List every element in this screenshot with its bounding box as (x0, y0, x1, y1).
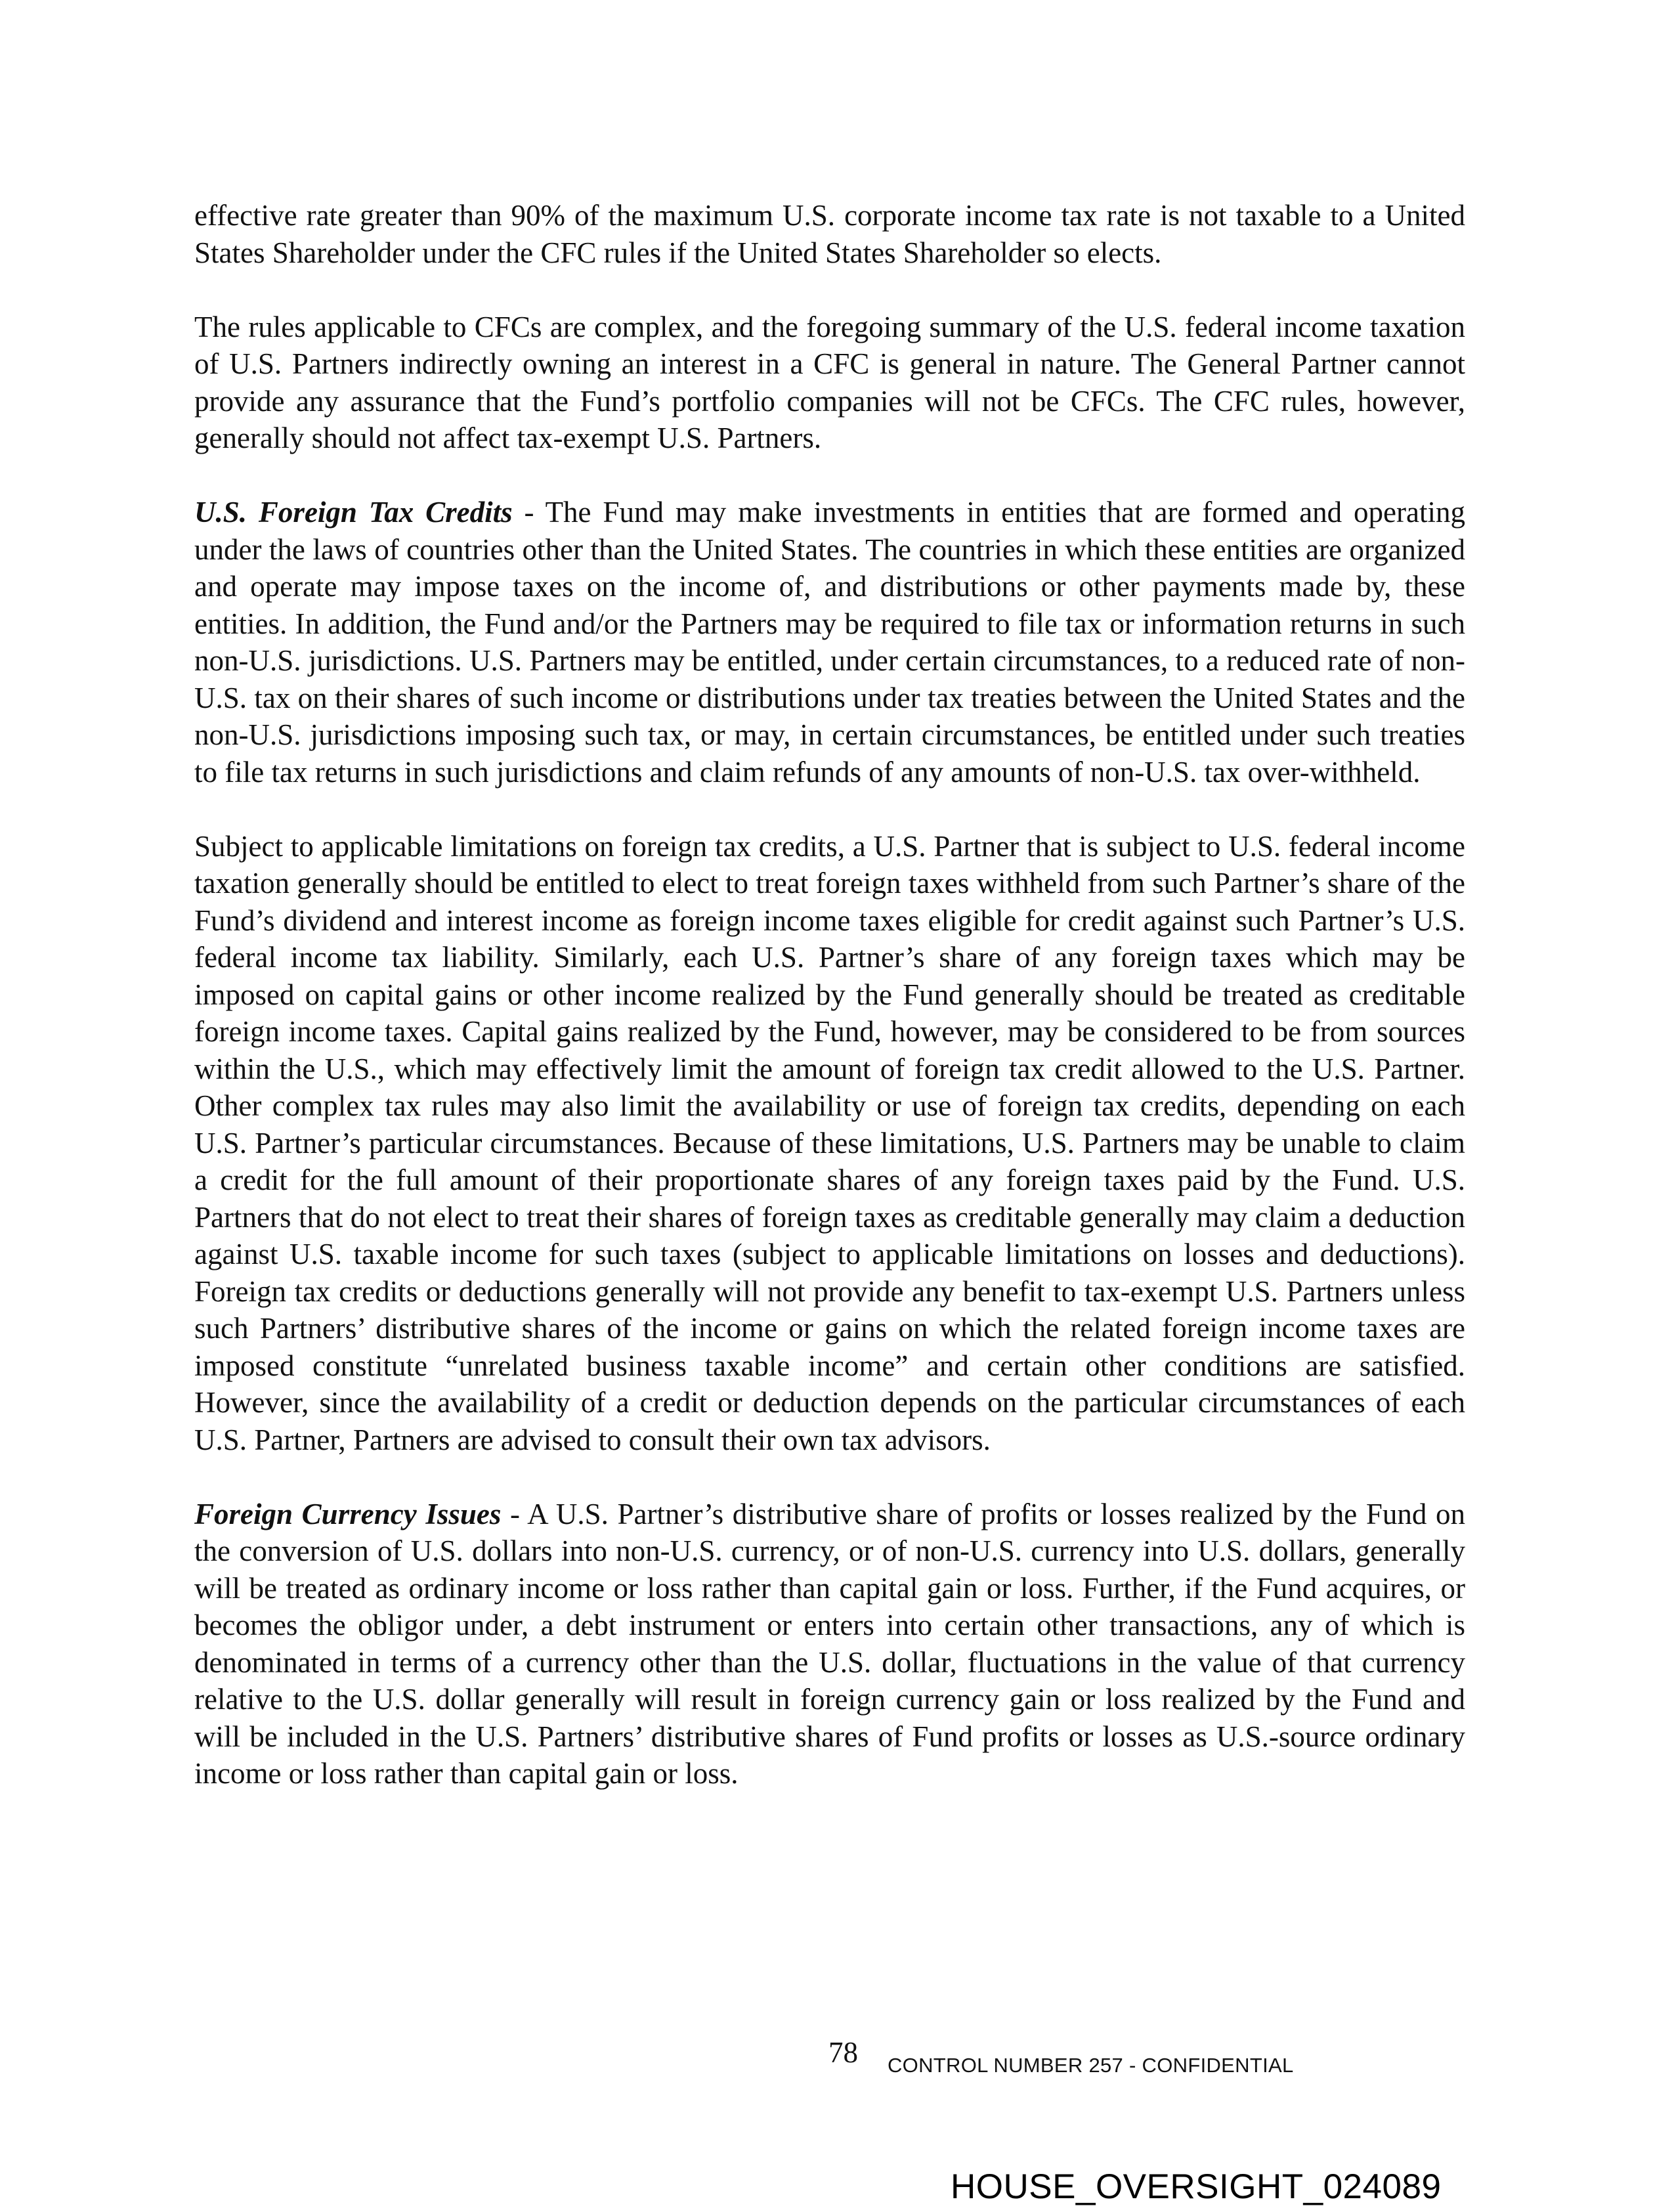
paragraph-text: The rules applicable to CFCs are complex, and the foregoing summary of the U.S. federal income taxation of U.S. Partners indirectly owning an interest in a CFC is general in nature. The General Partner cannot provide any assurance that the Fund’s portfolio companies will not be CFCs. The CFC rules, however, generally should not affect tax-exempt U.S. Partners. (194, 310, 1465, 454)
paragraph-text: - A U.S. Partner’s distributive share of profits or losses realized by the Fund on the conversion of U.S. dollars into non-U.S. currency, or of non-U.S. currency into U.S. dollars, generally will be treated as ordinary income or loss rather than capital gain or loss. Further, if the Fund acquires, or becomes the obligor under, a debt instrument or enters into certain other transactions, any of which is denominated in terms of a currency other than the U.S. dollar, fluctuations in the value of that currency relative to the U.S. dollar generally will result in foreign currency gain or loss realized by the Fund and will be included in the U.S. Partners’ distributive shares of Fund profits or losses as U.S.-source ordinary income or loss rather than capital gain or loss. (194, 1497, 1465, 1790)
bates-stamp: HOUSE_OVERSIGHT_024089 (951, 2167, 1442, 2206)
paragraph-text: Subject to applicable limitations on foreign tax credits, a U.S. Partner that is subject to U.S. federal income taxation generally should be entitled to elect to treat foreign taxes withheld from such Partner’s share of the Fund’s dividend and interest income as foreign income taxes eligible for credit against such Partner’s U.S. federal income tax liability. Similarly, each U.S. Partner’s share of any foreign taxes which may be imposed on capital gains or other income realized by the Fund generally should be treated as creditable foreign income taxes. Capital gains realized by the Fund, however, may be considered to be from sources within the U.S., which may effectively limit the amount of foreign tax credit allowed to the U.S. Partner. Other complex tax rules may also limit the availability or use of foreign tax credits, depending on each U.S. Partner’s particular circumstances. Because of these limitations, U.S. Partners may be unable to claim a credit for the full amount of their proportionate shares of any foreign taxes paid by the Fund. U.S. Partners that do not elect to treat their shares of foreign taxes as creditable generally may claim a deduction against U.S. taxable income for such taxes (subject to applicable limitations on losses and deductions). Foreign tax credits or deductions generally will not provide any benefit to tax-exempt U.S. Partners unless such Partners’ distributive shares of the income or gains on which the related foreign income taxes are imposed constitute “unrelated business taxable income” and certain other conditions are satisfied. However, since the availability of a credit or deduction depends on the particular circumstances of each U.S. Partner, Partners are advised to consult their own tax advisors. (194, 829, 1465, 1456)
document-body (194, 197, 1465, 1829)
page-number: 78 (828, 2036, 858, 2069)
paragraph-text: - The Fund may make investments in entities that are formed and operating under the laws of countries other than the United States. The countries in which these entities are organized and operate may impose taxes on the income of, and distributions or other payments made by, these entities. In addition, the Fund and/or the Partners may be required to file tax or information returns in such non-U.S. jurisdictions. U.S. Partners may be entitled, under certain circumstances, to a reduced rate of non-U.S. tax on their shares of such income or distributions under tax treaties between the United States and the non-U.S. jurisdictions imposing such tax, or may, in certain circumstances, be entitled under such treaties to file tax returns in such jurisdictions and claim refunds of any amounts of non-U.S. tax over-withheld. (194, 496, 1465, 789)
paragraph-foreign-currency (194, 1496, 1465, 1792)
control-number-label: CONTROL NUMBER 257 - CONFIDENTIAL (888, 2054, 1294, 2077)
paragraph-foreign-tax-credits (194, 494, 1465, 791)
paragraph-text: effective rate greater than 90% of the maximum U.S. corporate income tax rate is not taxable to a United States Shareholder under the CFC rules if the United States Shareholder so elects. (194, 199, 1465, 269)
section-heading-foreign-tax-credits: U.S. Foreign Tax Credits (194, 496, 513, 529)
paragraph-credit-limitations (194, 828, 1465, 1459)
section-heading-foreign-currency: Foreign Currency Issues (194, 1497, 502, 1530)
paragraph-cfc-election (194, 197, 1465, 271)
paragraph-cfc-rules (194, 309, 1465, 457)
